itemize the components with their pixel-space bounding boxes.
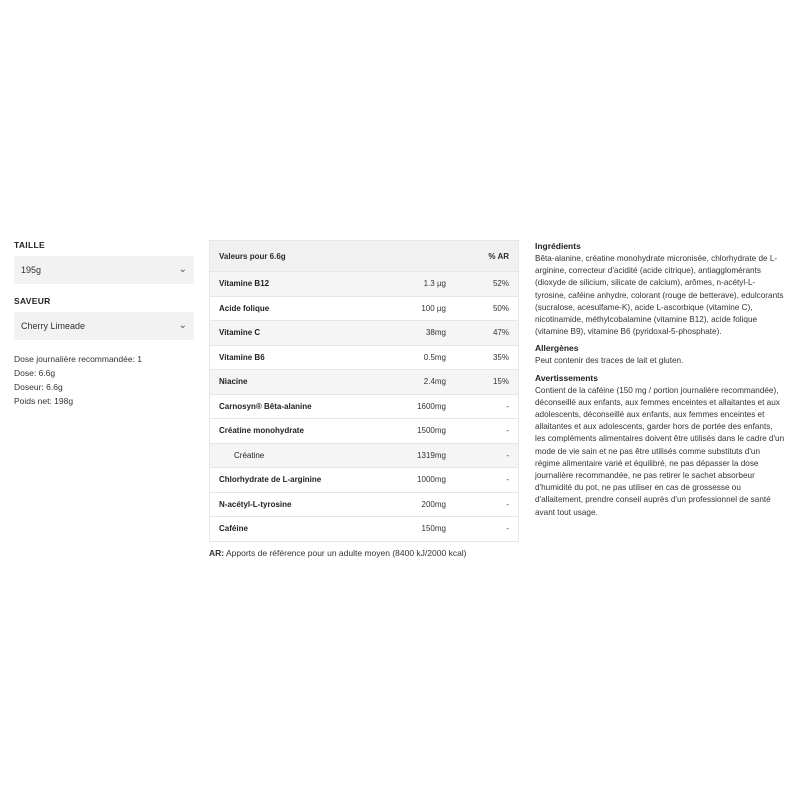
nutrient-pct: 15%	[455, 370, 519, 395]
nutrient-name: Vitamine B12	[210, 272, 378, 297]
size-label: TAILLE	[14, 240, 45, 250]
nutrient-name: Vitamine C	[210, 321, 378, 346]
nutrient-pct: 52%	[455, 272, 519, 297]
nutrient-amount: 100 µg	[377, 296, 455, 321]
nutrient-name: Vitamine B6	[210, 345, 378, 370]
flavor-select[interactable]	[14, 312, 194, 340]
nutrient-amount: 1.3 µg	[377, 272, 455, 297]
size-select[interactable]	[14, 256, 194, 284]
ingredients-text: Bêta-alanine, créatine monohydrate micronisée, chlorhydrate de L-arginine, correcteur d'acidité (acide citrique), antiagglomérants (dioxyde de silicium, silicate de calcium), arômes, n-acétyl-L-tyrosine, caféine anhydre, colorant (rouge de betterave), edulcorants (sucralose, acesulfame-K), acide L-ascorbique (vitamine C), nicotinamide, méthylcobalamine (vitamine B12), acide folique (vitamine B9), vitamine B6 (pyridoxal-5-phosphate).	[535, 254, 784, 337]
nutrient-amount: 200mg	[377, 492, 455, 517]
nutrient-name: N-acétyl-L-tyrosine	[210, 492, 378, 517]
nutrient-name: Carnosyn® Bêta-alanine	[210, 394, 378, 419]
chevron-down-icon: ⌄	[178, 320, 187, 331]
nutrient-pct: -	[455, 443, 519, 468]
nutrient-pct: -	[455, 492, 519, 517]
table-row	[210, 394, 519, 419]
product-options	[14, 240, 194, 408]
nutrient-pct: 35%	[455, 345, 519, 370]
nutrient-amount: 1500mg	[377, 419, 455, 444]
allergens-text: Peut contenir des traces de lait et gluten.	[535, 356, 684, 366]
ingredients-title: Ingrédients	[535, 241, 581, 251]
size-select-value: 195g	[21, 265, 42, 275]
table-footnote	[209, 548, 519, 558]
footnote-text: Apports de référence pour un adulte moyen (8400 kJ/2000 kcal)	[224, 547, 467, 558]
allergens-title: Allergènes	[535, 343, 579, 354]
nutrition-panel	[209, 240, 519, 558]
nutrient-name: Chlorhydrate de L-arginine	[210, 468, 378, 493]
nutrient-amount: 2.4mg	[377, 370, 455, 395]
dose-info-line: Dose journalière recommandée: 1	[14, 354, 143, 364]
table-row	[210, 517, 519, 542]
nutrient-amount: 38mg	[377, 321, 455, 346]
nutrient-amount: 0.5mg	[377, 345, 455, 370]
dose-info	[14, 352, 194, 408]
table-row	[210, 492, 519, 517]
nutrient-name: Créatine	[210, 443, 378, 468]
footnote-key: AR:	[209, 547, 225, 558]
nutrient-name: Niacine	[210, 370, 378, 395]
nutrition-table	[209, 240, 519, 542]
nutrient-pct: 50%	[455, 296, 519, 321]
header-pct: % AR	[455, 241, 519, 272]
nutrient-amount: 1319mg	[377, 443, 455, 468]
nutrient-amount: 1000mg	[377, 468, 455, 493]
dose-info-line: Poids net: 198g	[14, 396, 74, 406]
nutrient-pct: -	[455, 419, 519, 444]
chevron-down-icon: ⌄	[178, 264, 187, 275]
nutrient-name: Caféine	[210, 517, 378, 542]
nutrient-pct: 47%	[455, 321, 519, 346]
nutrient-pct: -	[455, 394, 519, 419]
nutrient-pct: -	[455, 517, 519, 542]
table-row	[210, 272, 519, 297]
nutrient-amount: 1600mg	[377, 394, 455, 419]
table-row	[210, 468, 519, 493]
header-name: Valeurs pour 6.6g	[210, 241, 378, 272]
nutrient-name: Acide folique	[210, 296, 378, 321]
warnings-title: Avertissements	[535, 372, 598, 383]
nutrient-name: Créatine monohydrate	[210, 419, 378, 444]
table-row	[210, 345, 519, 370]
table-row	[210, 443, 519, 468]
flavor-label: SAVEUR	[14, 296, 51, 306]
nutrient-amount: 150mg	[377, 517, 455, 542]
product-details	[535, 240, 785, 523]
table-row	[210, 370, 519, 395]
nutrition-header-row	[210, 241, 519, 272]
flavor-select-value: Cherry Limeade	[21, 321, 86, 331]
dose-info-line: Doseur: 6.6g	[14, 382, 63, 392]
table-row	[210, 419, 519, 444]
nutrient-pct: -	[455, 468, 519, 493]
header-amount	[377, 241, 455, 272]
table-row	[210, 321, 519, 346]
warnings-text: Contient de la caféine (150 mg / portion journalière recommandée), déconseillé aux enfants, aux femmes enceintes et allaitantes et aux adolescents, déconseillé aux enfants, aux femmes enceintes et allaitantes et aux adolescents, garder hors de portée des enfants, les compléments alimentaires doivent être utilisés dans le cadre d'un mode de vie sain et ne pas être utilisés comme substituts d'un régime alimentaire varié et équilibré, ne pas dépasser la dose journalière recommandée, ne pas retirer le sachet absorbeur d'humidité du pot, ne pas utiliser en cas de grossesse ou d'allaitement, prendre conseil auprès d'un professionnel de santé avant tout usage.	[535, 385, 785, 517]
dose-info-line: Dose: 6.6g	[14, 368, 56, 378]
table-row	[210, 296, 519, 321]
